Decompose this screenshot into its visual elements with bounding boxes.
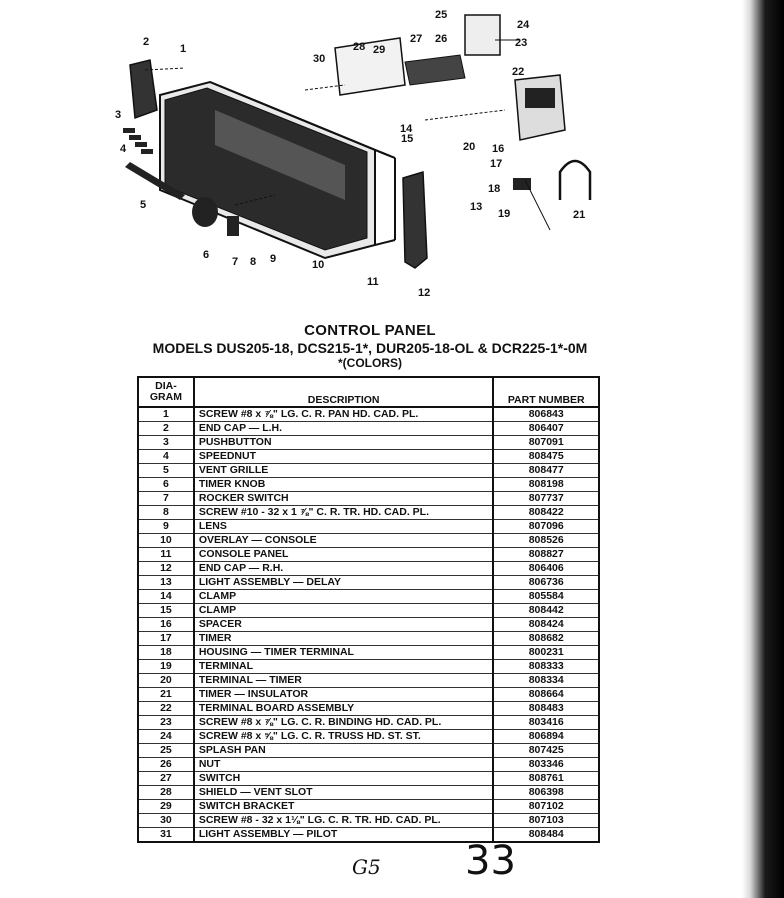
row-description: SWITCH (194, 772, 494, 786)
row-part-number: 803416 (493, 716, 599, 730)
row-description: HOUSING — TIMER TERMINAL (194, 646, 494, 660)
row-description: SCREW #10 - 32 x 1 ⅞" C. R. TR. HD. CAD. PL. (194, 506, 494, 520)
diagram-callout: 6 (203, 249, 210, 261)
row-part-number: 808761 (493, 772, 599, 786)
row-diagram-number: 6 (138, 478, 194, 492)
diagram-callout: 2 (143, 36, 150, 48)
row-description: SPACER (194, 618, 494, 632)
diagram-callout: 18 (488, 183, 501, 195)
row-diagram-number: 5 (138, 464, 194, 478)
row-diagram-number: 25 (138, 744, 194, 758)
table-row (138, 744, 599, 758)
row-description: TIMER — INSULATOR (194, 688, 494, 702)
diagram-callout: 21 (573, 209, 586, 221)
diagram-callout: 14 (400, 123, 413, 135)
row-diagram-number: 3 (138, 436, 194, 450)
row-part-number: 806843 (493, 407, 599, 422)
row-description: SCREW #8 x ⅞" LG. C. R. PAN HD. CAD. PL. (194, 407, 494, 422)
table-row (138, 730, 599, 744)
row-description: VENT GRILLE (194, 464, 494, 478)
row-diagram-number: 1 (138, 407, 194, 422)
page-number: 33 (465, 838, 516, 884)
header-part-number: PART NUMBER (493, 377, 599, 407)
table-row (138, 436, 599, 450)
row-description: LIGHT ASSEMBLY — DELAY (194, 576, 494, 590)
handwritten-note: G5 (352, 855, 381, 879)
row-description: NUT (194, 758, 494, 772)
row-diagram-number: 12 (138, 562, 194, 576)
title-block (120, 322, 620, 370)
row-diagram-number: 15 (138, 604, 194, 618)
diagram-callout: 11 (367, 276, 379, 288)
row-part-number: 808475 (493, 450, 599, 464)
row-part-number: 807091 (493, 436, 599, 450)
row-description: SHIELD — VENT SLOT (194, 786, 494, 800)
table-row (138, 506, 599, 520)
parts-table (137, 376, 600, 843)
table-row (138, 758, 599, 772)
row-description: SCREW #8 - 32 x 1⅛" LG. C. R. TR. HD. CAD. PL. (194, 814, 494, 828)
diagram-callout: 24 (517, 19, 530, 31)
table-row (138, 604, 599, 618)
diagram-callout: 26 (435, 33, 448, 45)
table-row (138, 450, 599, 464)
row-diagram-number: 26 (138, 758, 194, 772)
row-description: LENS (194, 520, 494, 534)
row-description: TIMER KNOB (194, 478, 494, 492)
diagram-callout: 17 (490, 158, 503, 170)
row-part-number: 808424 (493, 618, 599, 632)
row-diagram-number: 20 (138, 674, 194, 688)
table-row (138, 716, 599, 730)
table-row (138, 562, 599, 576)
row-diagram-number: 14 (138, 590, 194, 604)
row-part-number: 808682 (493, 632, 599, 646)
row-description: SWITCH BRACKET (194, 800, 494, 814)
models-line: MODELS DUS205-18, DCS215-1*, DUR205-18-OL & DCR225-1*-0M (152, 340, 588, 356)
row-part-number: 808198 (493, 478, 599, 492)
row-diagram-number: 4 (138, 450, 194, 464)
table-row (138, 674, 599, 688)
diagram-callout: 12 (418, 287, 431, 299)
row-part-number: 806406 (493, 562, 599, 576)
row-part-number: 808484 (493, 828, 599, 843)
row-part-number: 808477 (493, 464, 599, 478)
row-description: TERMINAL BOARD ASSEMBLY (194, 702, 494, 716)
row-description: OVERLAY — CONSOLE (194, 534, 494, 548)
diagram-callout: 7 (232, 256, 239, 268)
table-row (138, 800, 599, 814)
header-description: DESCRIPTION (194, 377, 494, 407)
row-part-number: 808422 (493, 506, 599, 520)
diagram-callout: 8 (250, 256, 257, 268)
row-diagram-number: 10 (138, 534, 194, 548)
row-part-number: 806736 (493, 576, 599, 590)
row-description: END CAP — R.H. (194, 562, 494, 576)
row-part-number: 800231 (493, 646, 599, 660)
colors-note: *(COLORS) (338, 356, 402, 370)
table-row (138, 772, 599, 786)
table-row (138, 576, 599, 590)
diagram-callout: 20 (463, 141, 476, 153)
row-description: SCREW #8 x ⅝" LG. C. R. TRUSS HD. ST. ST. (194, 730, 494, 744)
diagram-callout: 22 (512, 66, 525, 78)
row-part-number: 805584 (493, 590, 599, 604)
row-diagram-number: 27 (138, 772, 194, 786)
diagram-callout: 28 (353, 41, 366, 53)
row-diagram-number: 28 (138, 786, 194, 800)
row-part-number: 806407 (493, 422, 599, 436)
table-row (138, 590, 599, 604)
diagram-callout: 30 (313, 53, 326, 65)
table-row (138, 632, 599, 646)
row-description: PUSHBUTTON (194, 436, 494, 450)
table-row (138, 618, 599, 632)
row-diagram-number: 16 (138, 618, 194, 632)
row-description: TIMER (194, 632, 494, 646)
row-description: TERMINAL — TIMER (194, 674, 494, 688)
row-part-number: 808827 (493, 548, 599, 562)
table-row (138, 548, 599, 562)
row-diagram-number: 22 (138, 702, 194, 716)
diagram-callout: 15 (401, 133, 414, 145)
row-diagram-number: 23 (138, 716, 194, 730)
row-diagram-number: 9 (138, 520, 194, 534)
row-description: LIGHT ASSEMBLY — PILOT (194, 828, 494, 843)
row-description: TERMINAL (194, 660, 494, 674)
row-part-number: 806894 (493, 730, 599, 744)
table-row (138, 407, 599, 422)
row-part-number: 808526 (493, 534, 599, 548)
row-part-number: 807425 (493, 744, 599, 758)
table-row (138, 422, 599, 436)
row-part-number: 808483 (493, 702, 599, 716)
row-part-number: 806398 (493, 786, 599, 800)
row-diagram-number: 2 (138, 422, 194, 436)
row-part-number: 808333 (493, 660, 599, 674)
row-description: CONSOLE PANEL (194, 548, 494, 562)
header-diagram: DIA- GRAM (138, 377, 194, 407)
diagram-callout: 4 (120, 143, 127, 155)
table-row (138, 520, 599, 534)
row-diagram-number: 24 (138, 730, 194, 744)
row-diagram-number: 30 (138, 814, 194, 828)
table-row (138, 492, 599, 506)
table-row (138, 814, 599, 828)
diagram-callout: 5 (140, 199, 147, 211)
row-part-number: 807102 (493, 800, 599, 814)
row-part-number: 807103 (493, 814, 599, 828)
row-part-number: 807737 (493, 492, 599, 506)
row-description: CLAMP (194, 604, 494, 618)
row-description: END CAP — L.H. (194, 422, 494, 436)
diagram-callout: 1 (180, 43, 187, 55)
row-part-number: 808664 (493, 688, 599, 702)
row-description: SPLASH PAN (194, 744, 494, 758)
table-row (138, 702, 599, 716)
diagram-callout: 13 (470, 201, 483, 213)
table-row (138, 478, 599, 492)
section-title: CONTROL PANEL (304, 322, 436, 339)
table-row (138, 660, 599, 674)
diagram-callout: 3 (115, 109, 122, 121)
row-part-number: 808334 (493, 674, 599, 688)
row-part-number: 803346 (493, 758, 599, 772)
table-row (138, 646, 599, 660)
row-diagram-number: 18 (138, 646, 194, 660)
row-diagram-number: 31 (138, 828, 194, 843)
row-part-number: 807096 (493, 520, 599, 534)
table-row (138, 786, 599, 800)
row-description: CLAMP (194, 590, 494, 604)
row-diagram-number: 29 (138, 800, 194, 814)
diagram-callout: 10 (312, 259, 325, 271)
diagram-callout: 23 (515, 37, 528, 49)
row-description: SPEEDNUT (194, 450, 494, 464)
table-row (138, 688, 599, 702)
row-diagram-number: 17 (138, 632, 194, 646)
table-header-row (138, 377, 599, 407)
row-diagram-number: 21 (138, 688, 194, 702)
diagram-callout: 27 (410, 33, 423, 45)
row-part-number: 808442 (493, 604, 599, 618)
row-diagram-number: 7 (138, 492, 194, 506)
diagram-callout: 16 (492, 143, 505, 155)
table-row (138, 534, 599, 548)
scan-edge-shadow (742, 0, 784, 898)
diagram-callout: 25 (435, 9, 448, 21)
diagram-callout: 19 (498, 208, 511, 220)
diagram-callout: 29 (373, 44, 386, 56)
exploded-diagram (105, 0, 625, 310)
row-description: SCREW #8 x ⅞" LG. C. R. BINDING HD. CAD. PL. (194, 716, 494, 730)
row-description: ROCKER SWITCH (194, 492, 494, 506)
row-diagram-number: 8 (138, 506, 194, 520)
row-diagram-number: 19 (138, 660, 194, 674)
table-row (138, 828, 599, 843)
table-row (138, 464, 599, 478)
diagram-callout: 9 (270, 253, 277, 265)
row-diagram-number: 11 (138, 548, 194, 562)
row-diagram-number: 13 (138, 576, 194, 590)
